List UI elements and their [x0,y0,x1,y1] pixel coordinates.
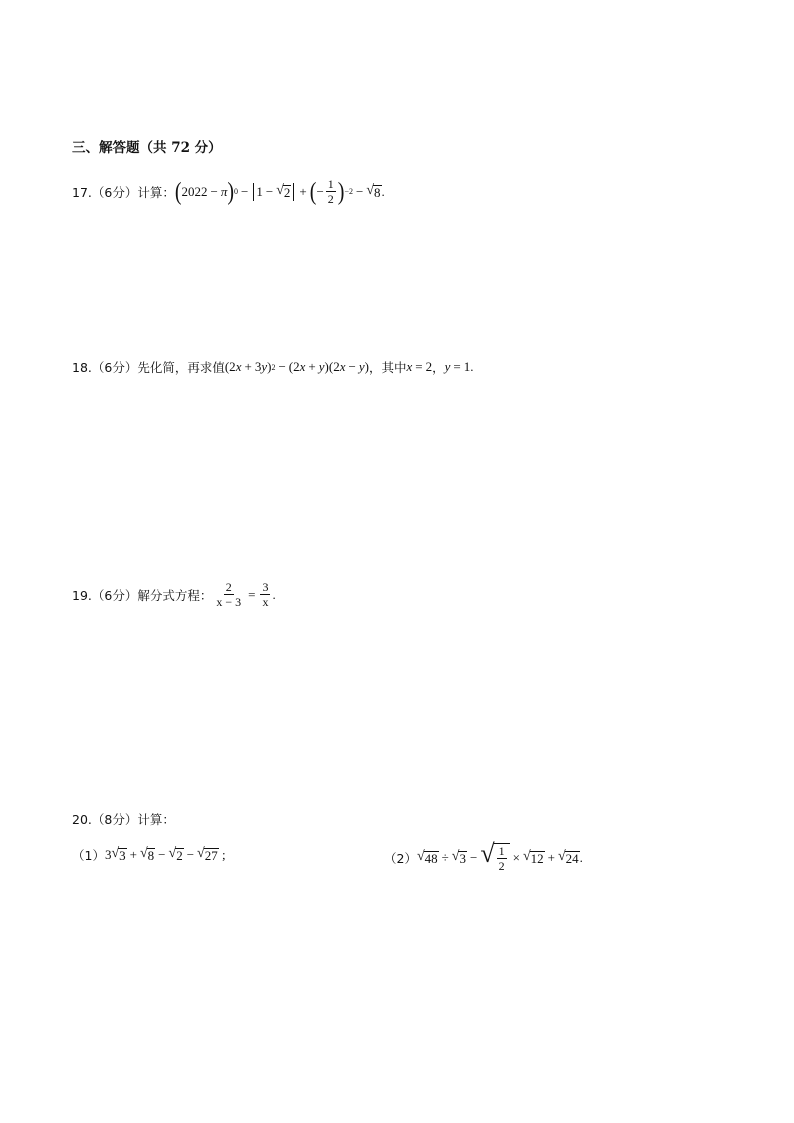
question-20-part-1-expression: 3 √ 3 + √ 8 − √ 2 − √ 27 ; [104,846,226,863]
question-18-condition: x = 2 ， y = 1. [406,359,474,375]
question-20 [72,810,175,828]
question-20-label: 20.（8分）计算： [72,812,175,827]
question-18 [72,358,473,376]
question-19 [72,580,276,609]
question-20-part-2-expression: √ 48 ÷ √ 3 − √ $\frac{1}{2}$ × √ 12 + √ 24 . [416,839,583,873]
question-18-expression: (2 x + 3 y ) 2 − (2 x + y )(2 x − y ) [224,359,369,374]
question-20-part-2 [384,839,583,873]
question-20-part-1 [72,846,226,864]
question-18-condition-label: ，其中 [368,360,407,375]
question-17-label: 17.（6分）计算： [72,184,175,200]
section-title-text: 三、解答题（共 72 分） [72,140,222,156]
question-20-part-1-label: （1） [72,848,105,863]
question-17 [72,177,385,206]
question-18-separator: ， [432,360,445,375]
section-title [72,136,222,156]
question-20-part-2-label: （2） [384,850,417,866]
question-17-expression: ( 2022 − π ) 0 − 1 − √ 2 + ( − $\frac{1}{2}$ ) −2 − √ 8 . [174,177,385,206]
question-19-equation: $\frac{2}{x - 3}$ = $\frac{3}{x}$ . [216,580,276,609]
question-19-label: 19.（6分）解分式方程： [72,587,213,603]
question-18-label: 18.（6分）先化简，再求值 [72,360,225,375]
